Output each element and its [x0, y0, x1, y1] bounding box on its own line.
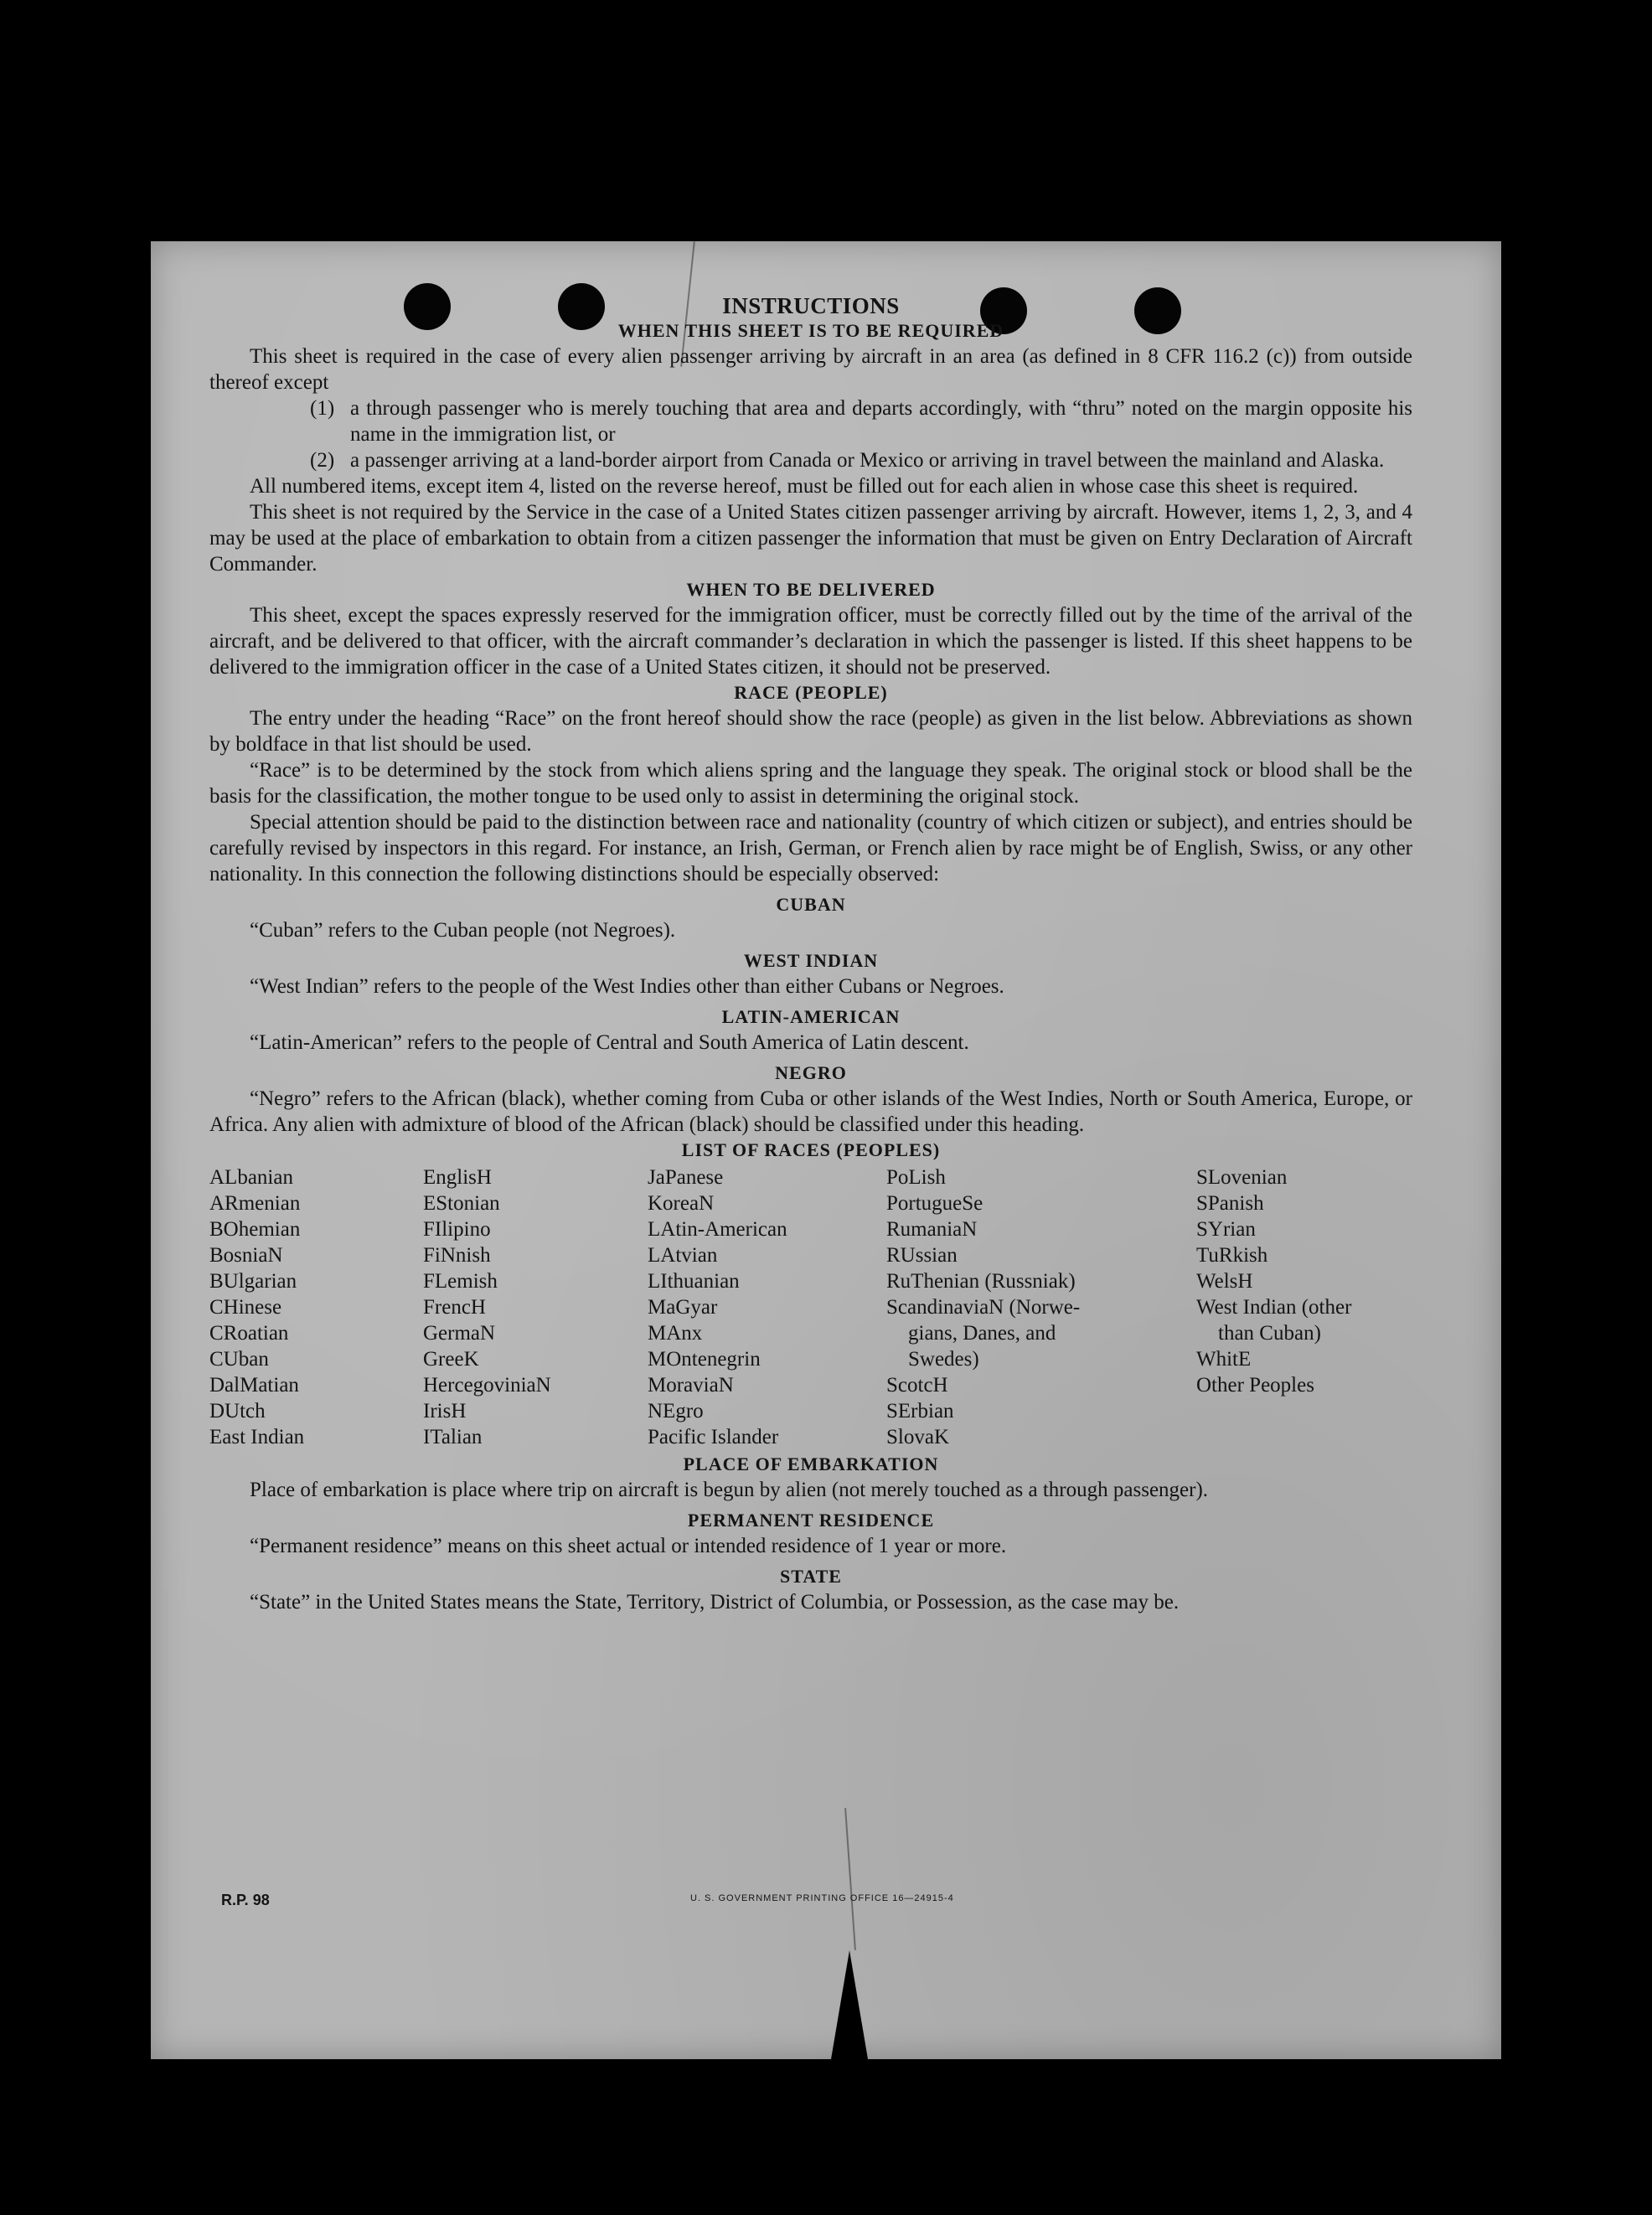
race-entry: WhitE — [1196, 1348, 1252, 1371]
heading-state: STATE — [780, 1566, 842, 1587]
race-entry: BosniaN — [209, 1244, 283, 1267]
races-list — [209, 1164, 1412, 1450]
race-entry: West Indian (other — [1196, 1296, 1352, 1319]
race-entry: ITalian — [423, 1426, 483, 1448]
race-entry: ALbanian — [209, 1166, 293, 1189]
form-number: R.P. 98 — [221, 1892, 270, 1908]
race-entry: IrisH — [423, 1400, 467, 1422]
race-entry: SYrian — [1196, 1218, 1256, 1241]
race-entry: BOhemian — [209, 1218, 301, 1241]
race-entry: TuRkish — [1196, 1244, 1268, 1267]
required-intro: This sheet is required in the case of every alien passenger arriving by aircraft in an area (as defined in 8 CFR 116.2 (c)) from outside thereof except — [209, 345, 1412, 394]
race-entry: PortugueSe — [886, 1192, 983, 1215]
race-entry: NEgro — [648, 1400, 704, 1422]
item-number: (2) — [310, 449, 335, 472]
race-entry: PoLish — [886, 1166, 946, 1189]
race-entry: MOntenegrin — [648, 1348, 761, 1371]
race-entry: DUtch — [209, 1400, 266, 1422]
heading-negro: NEGRO — [775, 1062, 847, 1083]
negro-definition: “Negro” refers to the African (black), whether coming from Cuba or other islands of the West Indies, North or South America, Europe, or Africa. Any alien with admixture of blood of the African (black) should be classified under this heading. — [209, 1087, 1412, 1136]
race-entry: FIlipino — [423, 1218, 491, 1241]
heading-place-of-embarkation: PLACE OF EMBARKATION — [683, 1453, 939, 1474]
race-entry: Pacific Islander — [648, 1426, 779, 1448]
race-entry: SlovaK — [886, 1426, 949, 1448]
race-paragraph-1: The entry under the heading “Race” on the front hereof should show the race (people) as given in the list below. Abbreviations as shown by boldface in that list should be used. — [209, 707, 1412, 756]
exception-item-2 — [209, 447, 1412, 473]
race-entry: gians, Danes, and — [908, 1322, 1056, 1345]
race-entry: than Cuban) — [1218, 1322, 1321, 1345]
race-entry: ScandinaviaN (Norwe- — [886, 1296, 1081, 1319]
item-number: (1) — [310, 397, 335, 420]
races-column-3 — [648, 1164, 886, 1450]
races-column-5 — [1196, 1164, 1412, 1450]
embarkation-definition: Place of embarkation is place where trip on aircraft is begun by alien (not merely touched as a through passenger). — [250, 1479, 1209, 1501]
race-paragraph-3: Special attention should be paid to the distinction between race and nationality (country of which citizen or subject), and entries should be carefully revised by inspectors in this regard. For instance, an Irish, German, or French alien by race might be of English, Swiss, or any other nationality. In this connection the following distinctions should be especially observed: — [209, 811, 1412, 885]
item-text: a passenger arriving at a land-border airport from Canada or Mexico or arriving in travel between the mainland and Alaska. — [350, 449, 1385, 472]
race-entry: East Indian — [209, 1426, 305, 1448]
delivered-paragraph: This sheet, except the spaces expressly reserved for the immigration officer, must be correctly filled out by the time of the arrival of the aircraft, and be delivered to that officer, with the aircraft commander’s declaration in which the passenger is listed. If this sheet happens to be delivered to the immigration officer in the case of a United States citizen, it should not be preserved. — [209, 604, 1412, 679]
west-indian-definition: “West Indian” refers to the people of the West Indies other than either Cubans or Negroes. — [250, 975, 1004, 998]
state-definition: “State” in the United States means the State, Territory, District of Columbia, or Possession, as the case may be. — [250, 1591, 1180, 1613]
race-entry: RUssian — [886, 1244, 958, 1267]
race-entry: BUlgarian — [209, 1270, 297, 1293]
race-entry: RumaniaN — [886, 1218, 978, 1241]
race-entry: LAtvian — [648, 1244, 718, 1267]
race-entry: FLemish — [423, 1270, 498, 1293]
race-entry: LAtin-American — [648, 1218, 787, 1241]
races-column-4 — [886, 1164, 1196, 1450]
race-entry: ScotcH — [886, 1374, 948, 1397]
heading-permanent-residence: PERMANENT RESIDENCE — [687, 1510, 935, 1531]
race-entry: MaGyar — [648, 1296, 718, 1319]
latin-american-definition: “Latin-American” refers to the people of Central and South America of Latin descent. — [250, 1031, 969, 1054]
heading-latin-american: LATIN-AMERICAN — [721, 1006, 901, 1027]
heading-cuban: CUBAN — [776, 894, 846, 915]
race-entry: SErbian — [886, 1400, 954, 1422]
race-entry: GermaN — [423, 1322, 496, 1345]
race-entry: CHinese — [209, 1296, 282, 1319]
race-entry: FiNnish — [423, 1244, 491, 1267]
residence-definition: “Permanent residence” means on this sheet actual or intended residence of 1 year or more. — [250, 1535, 1007, 1557]
race-entry: RuThenian (Russniak) — [886, 1270, 1076, 1293]
races-column-1 — [209, 1164, 423, 1450]
heading-west-indian: WEST INDIAN — [743, 950, 879, 971]
paper-crease — [844, 1808, 856, 1950]
exception-item-1 — [209, 395, 1412, 447]
item-text: a through passenger who is merely touching that area and departs accordingly, with “thru” noted on the margin opposite his name in the immigration list, or — [350, 397, 1412, 446]
document-sheet — [151, 241, 1501, 2059]
citizen-paragraph: This sheet is not required by the Service in the case of a United States citizen passenger arriving by aircraft. However, items 1, 2, 3, and 4 may be used at the place of embarkation to obtain from a citizen passenger the information that must be given on Entry Declaration of Aircraft Commander. — [209, 501, 1412, 576]
heading-race: RACE (PEOPLE) — [734, 682, 888, 703]
race-entry: FrencH — [423, 1296, 486, 1319]
heading-list-of-races: LIST OF RACES (PEOPLES) — [681, 1139, 941, 1160]
race-entry: LIthuanian — [648, 1270, 740, 1293]
race-entry: CUban — [209, 1348, 269, 1371]
race-entry: ARmenian — [209, 1192, 301, 1215]
race-entry: SLovenian — [1196, 1166, 1288, 1189]
printer-imprint: U. S. GOVERNMENT PRINTING OFFICE 16—24915-4 — [690, 1893, 954, 1903]
race-entry: CRoatian — [209, 1322, 289, 1345]
race-entry: WelsH — [1196, 1270, 1253, 1293]
title-instructions: INSTRUCTIONS — [722, 293, 900, 318]
race-entry: MAnx — [648, 1322, 703, 1345]
numbered-items-paragraph: All numbered items, except item 4, listed on the reverse hereof, must be filled out for each alien in whose case this sheet is required. — [250, 475, 1359, 498]
race-entry: EnglisH — [423, 1166, 492, 1189]
instructions-text — [209, 293, 1412, 1615]
race-entry: DalMatian — [209, 1374, 299, 1397]
cuban-definition: “Cuban” refers to the Cuban people (not Negroes). — [250, 919, 676, 942]
race-entry: GreeK — [423, 1348, 479, 1371]
race-entry: JaPanese — [648, 1166, 724, 1189]
race-entry: Swedes) — [908, 1348, 979, 1371]
race-entry: KoreaN — [648, 1192, 715, 1215]
race-entry: EStonian — [423, 1192, 500, 1215]
paper-tear — [831, 1950, 868, 2059]
race-entry: HercegoviniaN — [423, 1374, 551, 1397]
race-entry: MoraviaN — [648, 1374, 734, 1397]
race-paragraph-2: “Race” is to be determined by the stock from which aliens spring and the language they speak. The original stock or blood shall be the basis for the classification, the mother tongue to be used only to assist in determining the original stock. — [209, 759, 1412, 808]
heading-when-delivered: WHEN TO BE DELIVERED — [686, 579, 936, 600]
races-column-2 — [423, 1164, 648, 1450]
race-entry: SPanish — [1196, 1192, 1264, 1215]
race-entry: Other Peoples — [1196, 1374, 1314, 1397]
heading-when-required: WHEN THIS SHEET IS TO BE REQUIRED — [617, 320, 1004, 341]
